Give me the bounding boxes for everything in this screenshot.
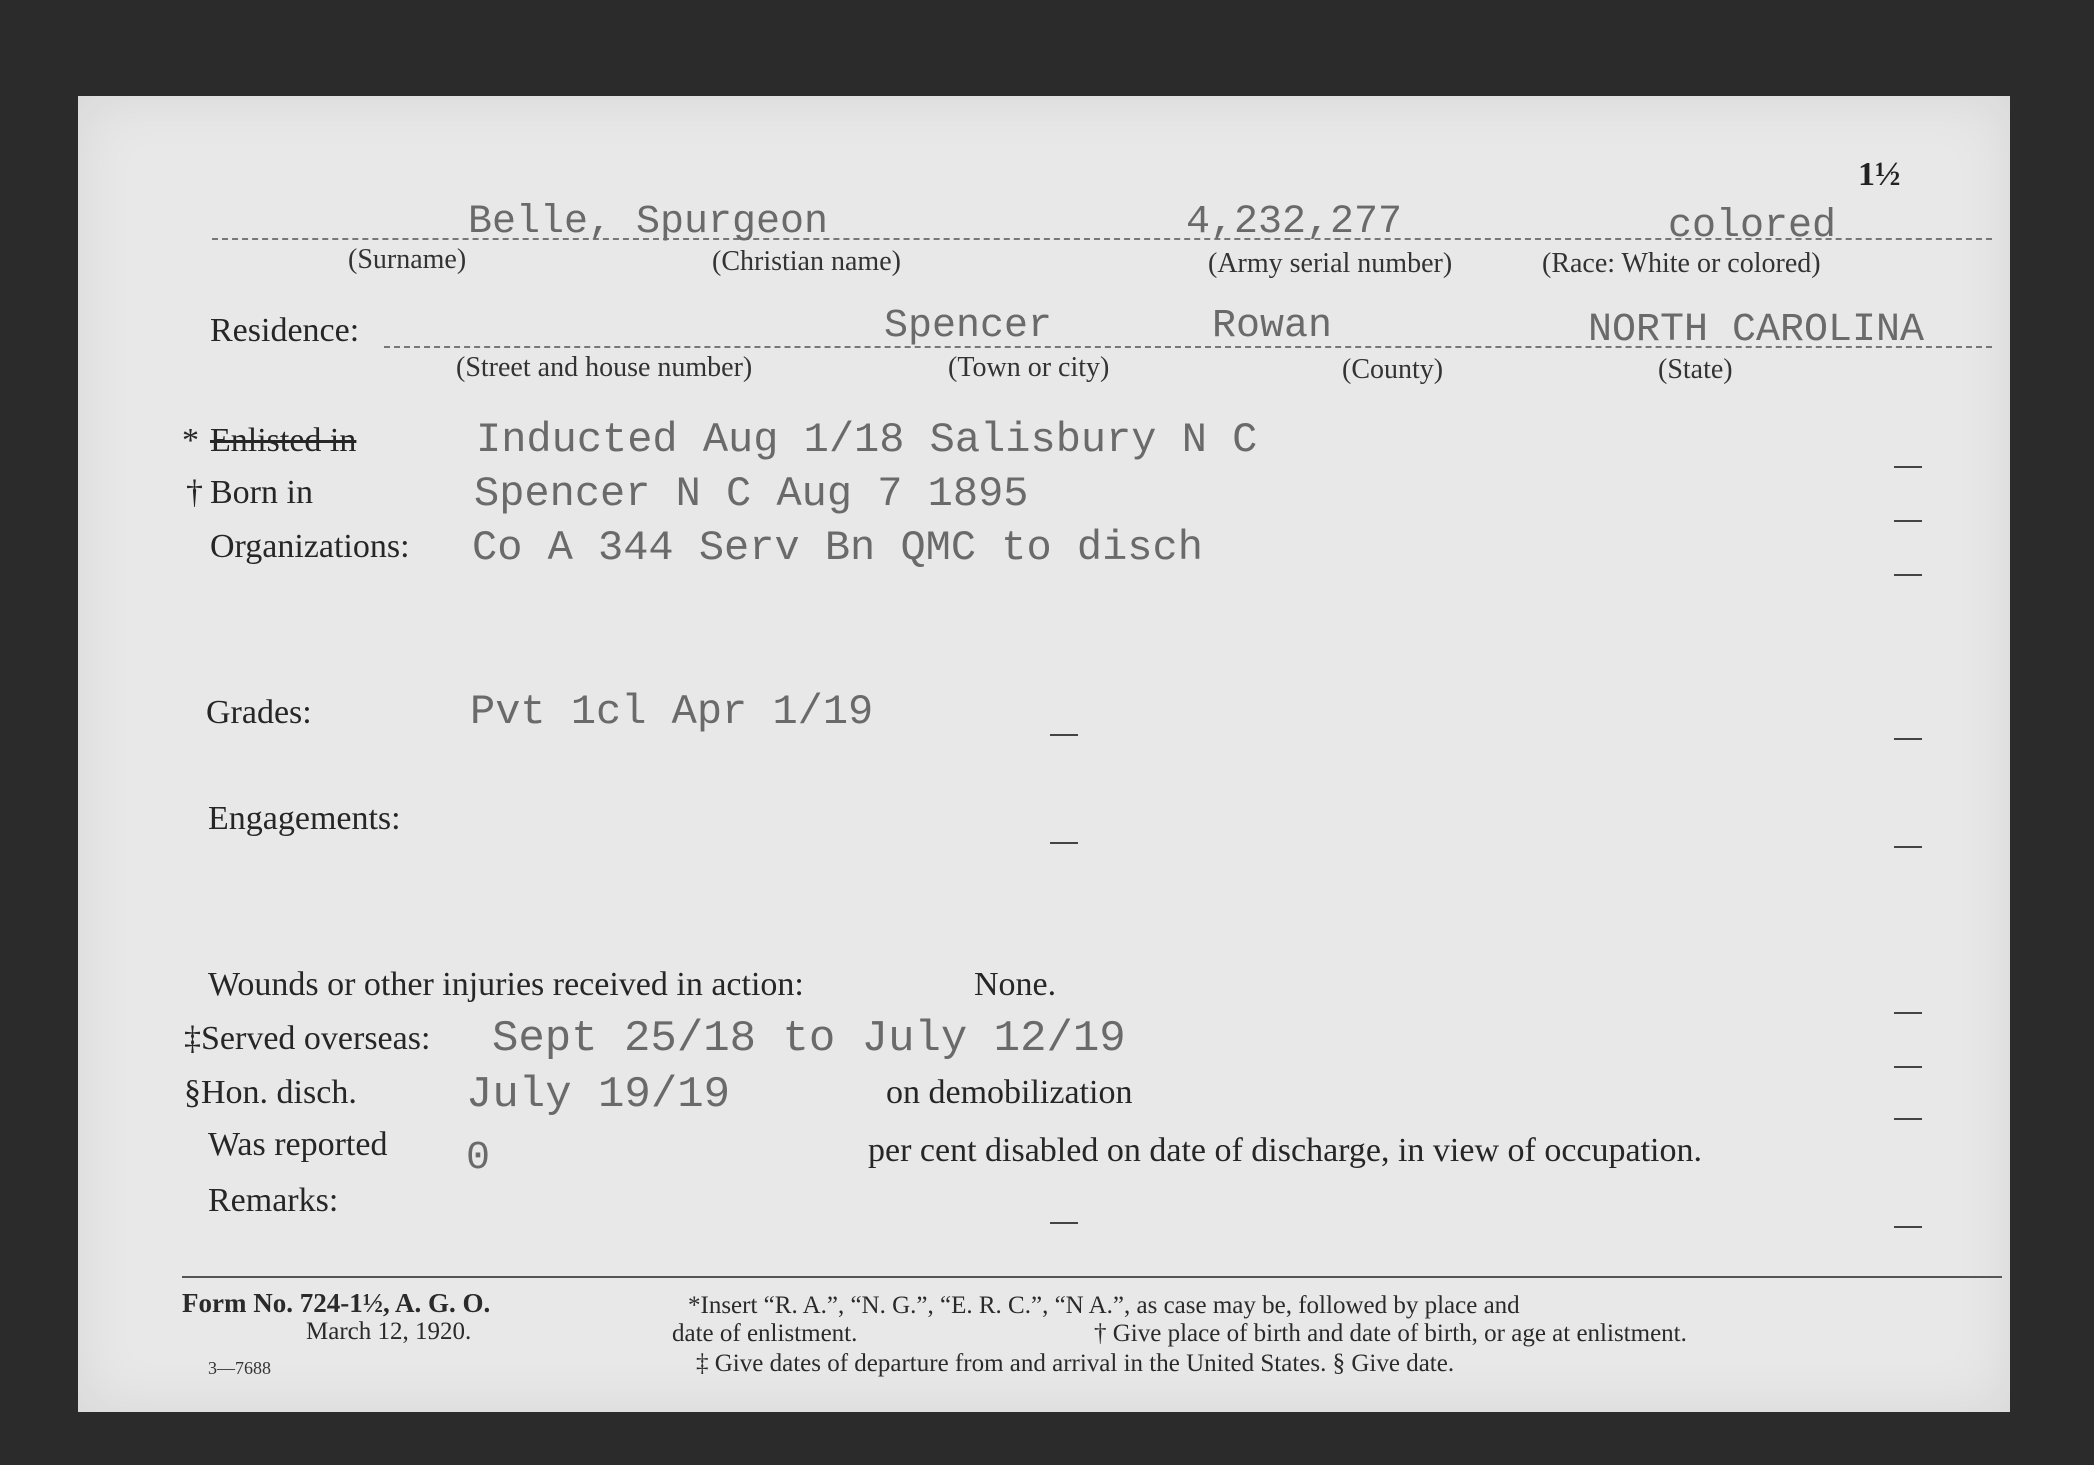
county-label: (County) xyxy=(1342,354,1444,385)
grades-dash xyxy=(1894,738,1922,740)
enlisted-value: Inducted Aug 1/18 Salisbury N C xyxy=(476,416,1258,464)
street-label: (Street and house number) xyxy=(456,352,753,383)
born-dash xyxy=(1894,520,1922,522)
reported-suffix: per cent disabled on date of discharge, in view of occupation. xyxy=(868,1132,1702,1169)
organizations-dash xyxy=(1894,574,1922,576)
enlisted-label: Enlisted in xyxy=(210,422,357,459)
footnote-line-2b: † Give place of birth and date of birth, or age at enlistment. xyxy=(1094,1320,1687,1347)
residence-state: NORTH CAROLINA xyxy=(1588,308,1925,353)
state-label: (State) xyxy=(1658,354,1733,385)
overseas-label: ‡Served overseas: xyxy=(184,1020,431,1057)
discharge-dash xyxy=(1894,1118,1922,1120)
race-label: (Race: White or colored) xyxy=(1542,248,1821,279)
grades-label: Grades: xyxy=(206,694,312,731)
town-label: (Town or city) xyxy=(948,352,1110,383)
footnote-line-1: *Insert “R. A.”, “N. G.”, “E. R. C.”, “N A.”, as case may be, followed by place and xyxy=(688,1292,1520,1319)
grades-value: Pvt 1cl Apr 1/19 xyxy=(470,688,874,736)
engagements-label: Engagements: xyxy=(208,800,401,837)
engagements-dash xyxy=(1894,846,1922,848)
born-value: Spencer N C Aug 7 1895 xyxy=(474,470,1029,518)
wounds-value: None. xyxy=(974,966,1057,1003)
christian-name-label: (Christian name) xyxy=(712,246,901,277)
serial-label: (Army serial number) xyxy=(1208,248,1453,279)
born-label: Born in xyxy=(210,474,313,511)
wounds-label: Wounds or other injuries received in action: xyxy=(208,966,804,1003)
footer-rule xyxy=(182,1276,2002,1278)
remarks-label: Remarks: xyxy=(208,1182,339,1219)
form-number: Form No. 724-1½, A. G. O. xyxy=(182,1288,491,1318)
print-code: 3—7688 xyxy=(208,1358,271,1378)
service-record-card xyxy=(78,96,2010,1412)
enlisted-mark: * xyxy=(182,422,199,459)
form-date: March 12, 1920. xyxy=(306,1318,472,1345)
reported-value: 0 xyxy=(466,1136,491,1181)
discharge-suffix: on demobilization xyxy=(886,1074,1133,1111)
remarks-dash xyxy=(1894,1226,1922,1228)
organizations-label: Organizations: xyxy=(210,528,410,565)
footnote-line-2a: date of enlistment. xyxy=(672,1320,858,1347)
overseas-value: Sept 25/18 to July 12/19 xyxy=(492,1014,1126,1064)
reported-label: Was reported xyxy=(208,1126,388,1163)
residence-town: Spencer xyxy=(884,304,1053,349)
organizations-value: Co A 344 Serv Bn QMC to disch xyxy=(472,524,1203,572)
discharge-value: July 19/19 xyxy=(466,1070,731,1120)
residence-label: Residence: xyxy=(210,312,360,349)
engagements-dash-mid xyxy=(1050,842,1078,844)
enlisted-dash xyxy=(1894,466,1922,468)
card-number: 1½ xyxy=(1858,156,1901,193)
surname-label: (Surname) xyxy=(348,244,467,275)
residence-county: Rowan xyxy=(1212,304,1333,349)
overseas-dash xyxy=(1894,1066,1922,1068)
wounds-dash xyxy=(1894,1012,1922,1014)
remarks-dash-mid xyxy=(1050,1222,1078,1224)
serial-value: 4,232,277 xyxy=(1186,200,1403,245)
surname-value: Belle, Spurgeon xyxy=(468,200,829,245)
born-mark: † xyxy=(186,474,203,511)
footnote-line-3: ‡ Give dates of departure from and arrival in the United States. § Give date. xyxy=(696,1350,1455,1377)
discharge-label: §Hon. disch. xyxy=(184,1074,357,1111)
race-value: colored xyxy=(1668,204,1837,249)
grades-dash-mid xyxy=(1050,734,1078,736)
